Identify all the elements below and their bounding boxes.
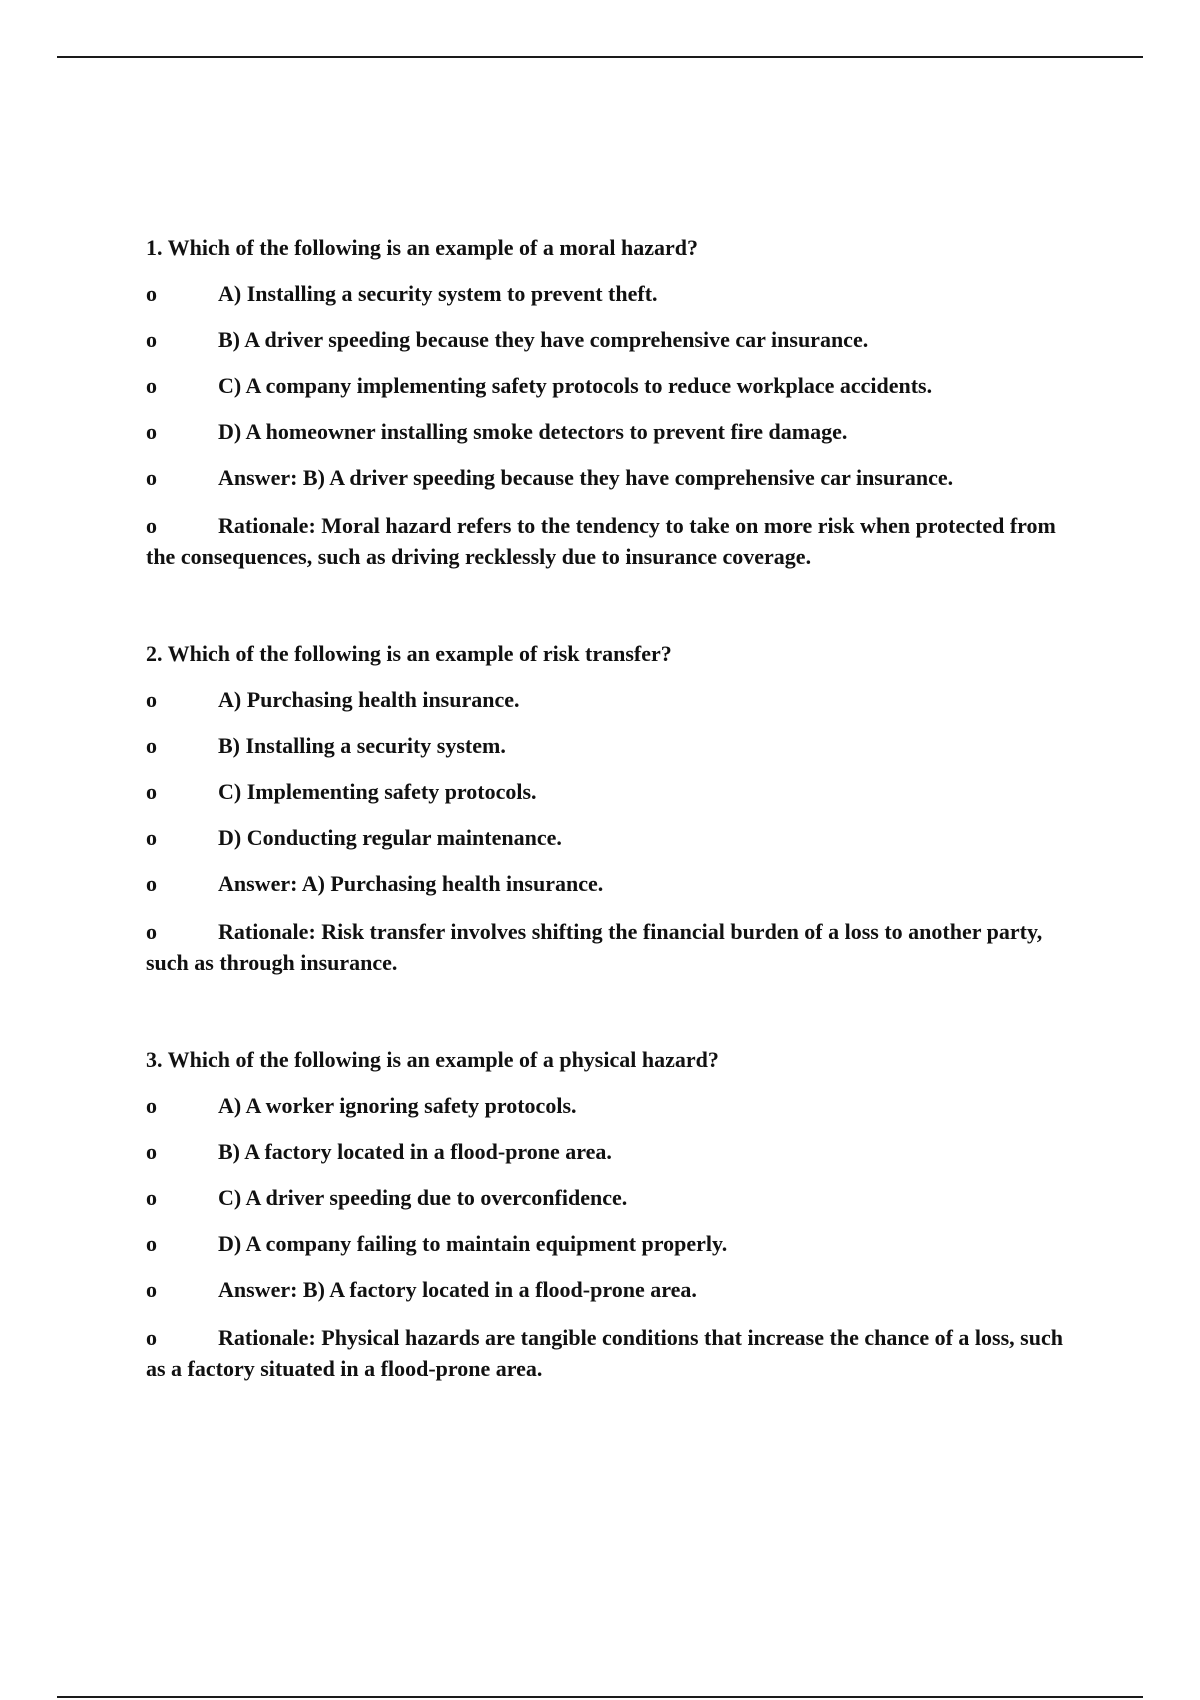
question-title: 1. Which of the following is an example of a moral hazard? [146,235,699,260]
bullet: o [146,687,157,712]
option-text: A) Installing a security system to prevent theft. [218,281,658,306]
rationale [146,916,1086,978]
option-text: D) A homeowner installing smoke detectors to prevent fire damage. [218,419,848,444]
bullet: o [146,419,157,444]
answer [146,1276,1086,1304]
option-text: A) Purchasing health insurance. [218,687,520,712]
option-c [146,372,1086,400]
option-d [146,1230,1086,1258]
rationale-text: Rationale: Risk transfer involves shifting the financial burden of a loss to another party, such as through insurance. [146,919,1043,975]
answer [146,464,1086,492]
bullet: o [146,1139,157,1164]
bullet: o [146,1093,157,1118]
bullet: o [146,1325,157,1350]
answer-text: Answer: B) A factory located in a flood-prone area. [218,1277,697,1302]
answer [146,870,1086,898]
answer-text: Answer: A) Purchasing health insurance. [218,871,604,896]
answer-text: Answer: B) A driver speeding because they have comprehensive car insurance. [218,465,954,490]
rationale [146,1322,1086,1384]
option-c [146,778,1086,806]
question-title: 3. Which of the following is an example of a physical hazard? [146,1047,719,1072]
option-b [146,732,1086,760]
bullet: o [146,733,157,758]
rationale-text: Rationale: Physical hazards are tangible conditions that increase the chance of a loss, such as a factory situated in a flood-prone area. [146,1325,1063,1381]
bullet: o [146,871,157,896]
bullet: o [146,919,157,944]
question-1 [146,234,1086,572]
question-2 [146,640,1086,978]
bullet: o [146,779,157,804]
bullet: o [146,465,157,490]
question-title: 2. Which of the following is an example of risk transfer? [146,641,672,666]
option-text: D) A company failing to maintain equipment properly. [218,1231,728,1256]
option-text: C) A driver speeding due to overconfidence. [218,1185,628,1210]
option-text: C) Implementing safety protocols. [218,779,537,804]
option-c [146,1184,1086,1212]
bullet: o [146,327,157,352]
option-a [146,280,1086,308]
option-text: B) Installing a security system. [218,733,506,758]
bullet: o [146,513,157,538]
option-d [146,418,1086,446]
bullet: o [146,373,157,398]
option-b [146,326,1086,354]
option-d [146,824,1086,852]
bullet: o [146,1231,157,1256]
bullet: o [146,1277,157,1302]
option-text: D) Conducting regular maintenance. [218,825,562,850]
bullet: o [146,1185,157,1210]
rationale-text: Rationale: Moral hazard refers to the tendency to take on more risk when protected from the consequences, such as driving recklessly due to insurance coverage. [146,513,1056,569]
option-text: B) A factory located in a flood-prone area. [218,1139,612,1164]
option-a [146,686,1086,714]
bullet: o [146,281,157,306]
rationale [146,510,1086,572]
bullet: o [146,825,157,850]
option-b [146,1138,1086,1166]
document-body [146,234,1086,1452]
option-text: B) A driver speeding because they have comprehensive car insurance. [218,327,869,352]
option-text: C) A company implementing safety protocols to reduce workplace accidents. [218,373,933,398]
question-3 [146,1046,1086,1384]
bottom-rule [57,1696,1143,1698]
top-rule [57,56,1143,58]
option-text: A) A worker ignoring safety protocols. [218,1093,577,1118]
option-a [146,1092,1086,1120]
